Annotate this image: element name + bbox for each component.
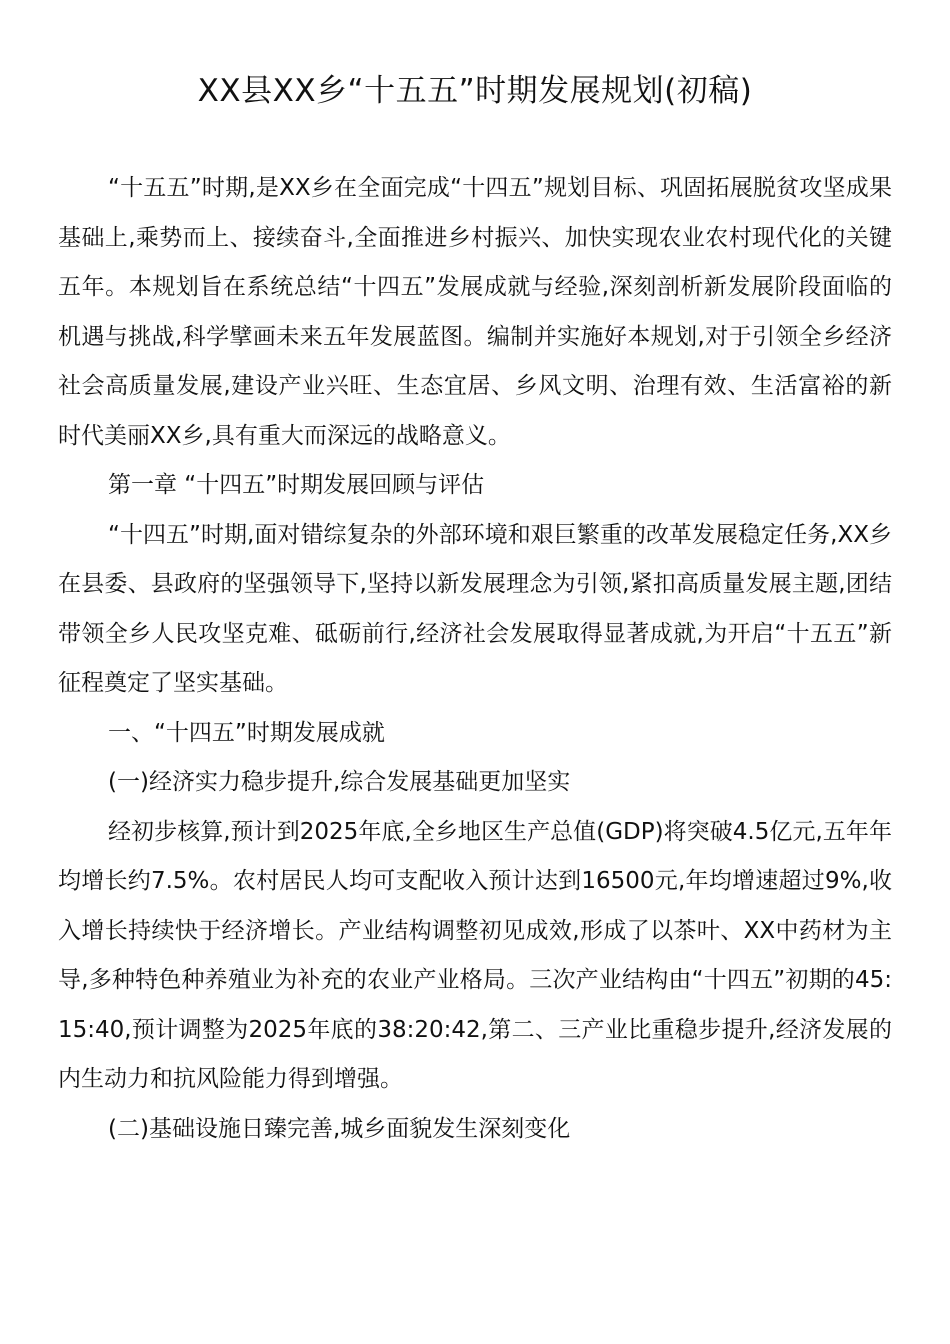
paragraph-introduction: “十五五”时期,是XX乡在全面完成“十四五”规划目标、巩固拓展脱贫攻坚成果基础上,乘势而上、接续奋斗,全面推进乡村振兴、加快实现农业农村现代化的关键五年。本规划旨在系统总结“十四五”发展成就与经验,深刻剖析新发展阶段面临的机遇与挑战,科学擘画未来五年发展蓝图。编制并实施好本规划,对于引领全乡经济社会高质量发展,建设产业兴旺、生态宜居、乡风文明、治理有效、生活富裕的新时代美丽XX乡,具有重大而深远的战略意义。 <box>58 175 892 449</box>
paragraph-economy: 经初步核算,预计到2025年底,全乡地区生产总值(GDP)将突破4.5亿元,五年年均增长约7.5%。农村居民人均可支配收入预计达到16500元,年均增速超过9%,收入增长持续快于经济增长。产业结构调整初见成效,形成了以茶叶、XX中药材为主导,多种特色种养殖业为补充的农业产业格局。三次产业结构由“十四五”初期的45:15:40,预计调整为2025年底的38:20:42,第二、三产业比重稳步提升,经济发展的内生动力和抗风险能力得到增强。 <box>58 818 892 1092</box>
subsection-heading-economy: (一)经济实力稳步提升,综合发展基础更加坚实 <box>108 769 571 795</box>
chapter-heading-1: 第一章 “十四五”时期发展回顾与评估 <box>108 472 485 498</box>
paragraph-chapter-1-overview: “十四五”时期,面对错综复杂的外部环境和艰巨繁重的改革发展稳定任务,XX乡在县委、县政府的坚强领导下,坚持以新发展理念为引领,紧扣高质量发展主题,团结带领全乡人民攻坚克难、砥砺前行,经济社会发展取得显著成就,为开启“十五五”新征程奠定了坚实基础。 <box>58 521 892 696</box>
document-title: XX县XX乡“十五五”时期发展规划(初稿) <box>197 73 753 109</box>
section-heading-achievements: 一、“十四五”时期发展成就 <box>108 719 385 746</box>
subsection-heading-infrastructure: (二)基础设施日臻完善,城乡面貌发生深刻变化 <box>108 1115 571 1142</box>
document-body <box>58 164 892 1154</box>
